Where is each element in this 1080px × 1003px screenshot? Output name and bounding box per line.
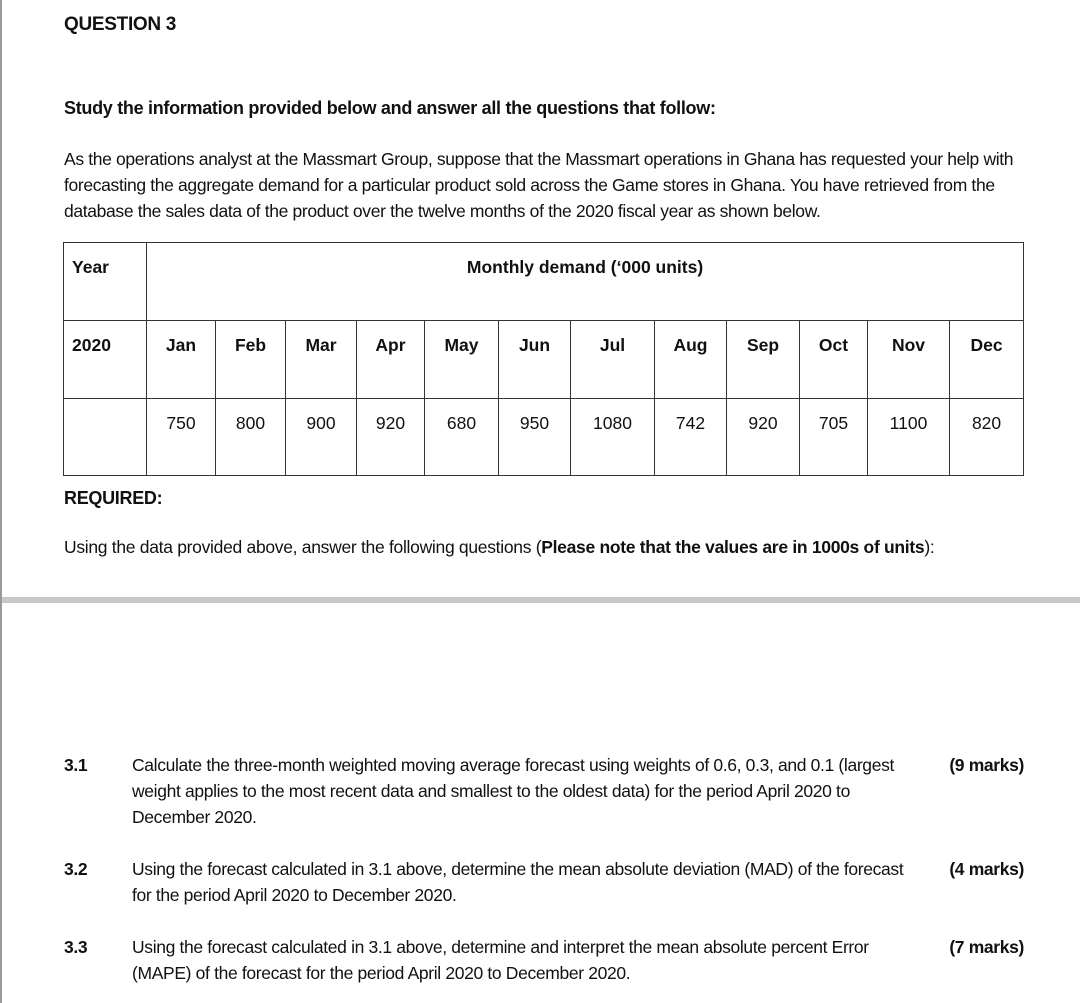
month-cell: Dec — [950, 321, 1024, 399]
question-number: 3.2 — [64, 859, 88, 879]
using-note-prefix: Using the data provided above, answer the following questions ( — [64, 537, 542, 557]
intro-paragraph: As the operations analyst at the Massmart Group, suppose that the Massmart operations in Ghana has requested your help with forecasting the aggregate demand for a particular product sold across the Game stores in Ghana. You have retrieved from the database the sales data of the product over the twelve months of the 2020 fiscal year as shown below. — [64, 149, 1014, 221]
demand-value-cell: 1100 — [868, 399, 950, 476]
demand-value-cell: 1080 — [571, 399, 655, 476]
demand-value-cell: 800 — [216, 399, 286, 476]
question-number: 3.1 — [64, 755, 88, 775]
question-marks: (7 marks) — [949, 937, 1024, 957]
demand-value-cell: 820 — [950, 399, 1024, 476]
instruction-heading: Study the information provided below and answer all the questions that follow: — [64, 98, 716, 118]
question-number: 3.3 — [64, 937, 88, 957]
month-cell: Oct — [800, 321, 868, 399]
month-cell: Jul — [571, 321, 655, 399]
month-cell: Feb — [216, 321, 286, 399]
question-text: Using the forecast calculated in 3.1 above, determine the mean absolute deviation (MAD) of the forecast for the period April 2020 to December 2020. — [132, 859, 904, 905]
year-value-cell: 2020 — [64, 321, 147, 399]
using-note-suffix: ): — [924, 537, 935, 557]
question-text: Calculate the three-month weighted moving average forecast using weights of 0.6, 0.3, and 0.1 (largest weight applies to the most recent data and smallest to the oldest data) for the period April 2020 to December 2020. — [132, 755, 894, 827]
month-cell: Jan — [147, 321, 216, 399]
demand-value-cell: 920 — [727, 399, 800, 476]
year-header-cell: Year — [64, 243, 147, 321]
month-cell: Apr — [357, 321, 425, 399]
table-month-row — [64, 321, 1024, 399]
monthly-demand-header-cell: Monthly demand (‘000 units) — [147, 243, 1024, 321]
question-text: Using the forecast calculated in 3.1 above, determine and interpret the mean absolute percent Error (MAPE) of the forecast for the period April 2020 to December 2020. — [132, 937, 869, 983]
monthly-demand-table — [63, 242, 1024, 476]
demand-value-cell: 900 — [286, 399, 357, 476]
section-divider — [2, 597, 1080, 603]
demand-value-cell: 680 — [425, 399, 499, 476]
demand-value-cell: 750 — [147, 399, 216, 476]
table-value-row — [64, 399, 1024, 476]
empty-year-cell — [64, 399, 147, 476]
month-cell: Nov — [868, 321, 950, 399]
using-data-note — [64, 537, 934, 558]
table-header-row — [64, 243, 1024, 321]
demand-value-cell: 705 — [800, 399, 868, 476]
using-note-bold: Please note that the values are in 1000s of units — [541, 537, 925, 557]
month-cell: Aug — [655, 321, 727, 399]
demand-value-cell: 920 — [357, 399, 425, 476]
required-heading: REQUIRED: — [64, 488, 163, 508]
question-marks: (4 marks) — [949, 859, 1024, 879]
demand-value-cell: 950 — [499, 399, 571, 476]
question-marks: (9 marks) — [949, 755, 1024, 775]
month-cell: Mar — [286, 321, 357, 399]
month-cell: Sep — [727, 321, 800, 399]
month-cell: May — [425, 321, 499, 399]
month-cell: Jun — [499, 321, 571, 399]
question-title: QUESTION 3 — [64, 14, 177, 35]
demand-value-cell: 742 — [655, 399, 727, 476]
